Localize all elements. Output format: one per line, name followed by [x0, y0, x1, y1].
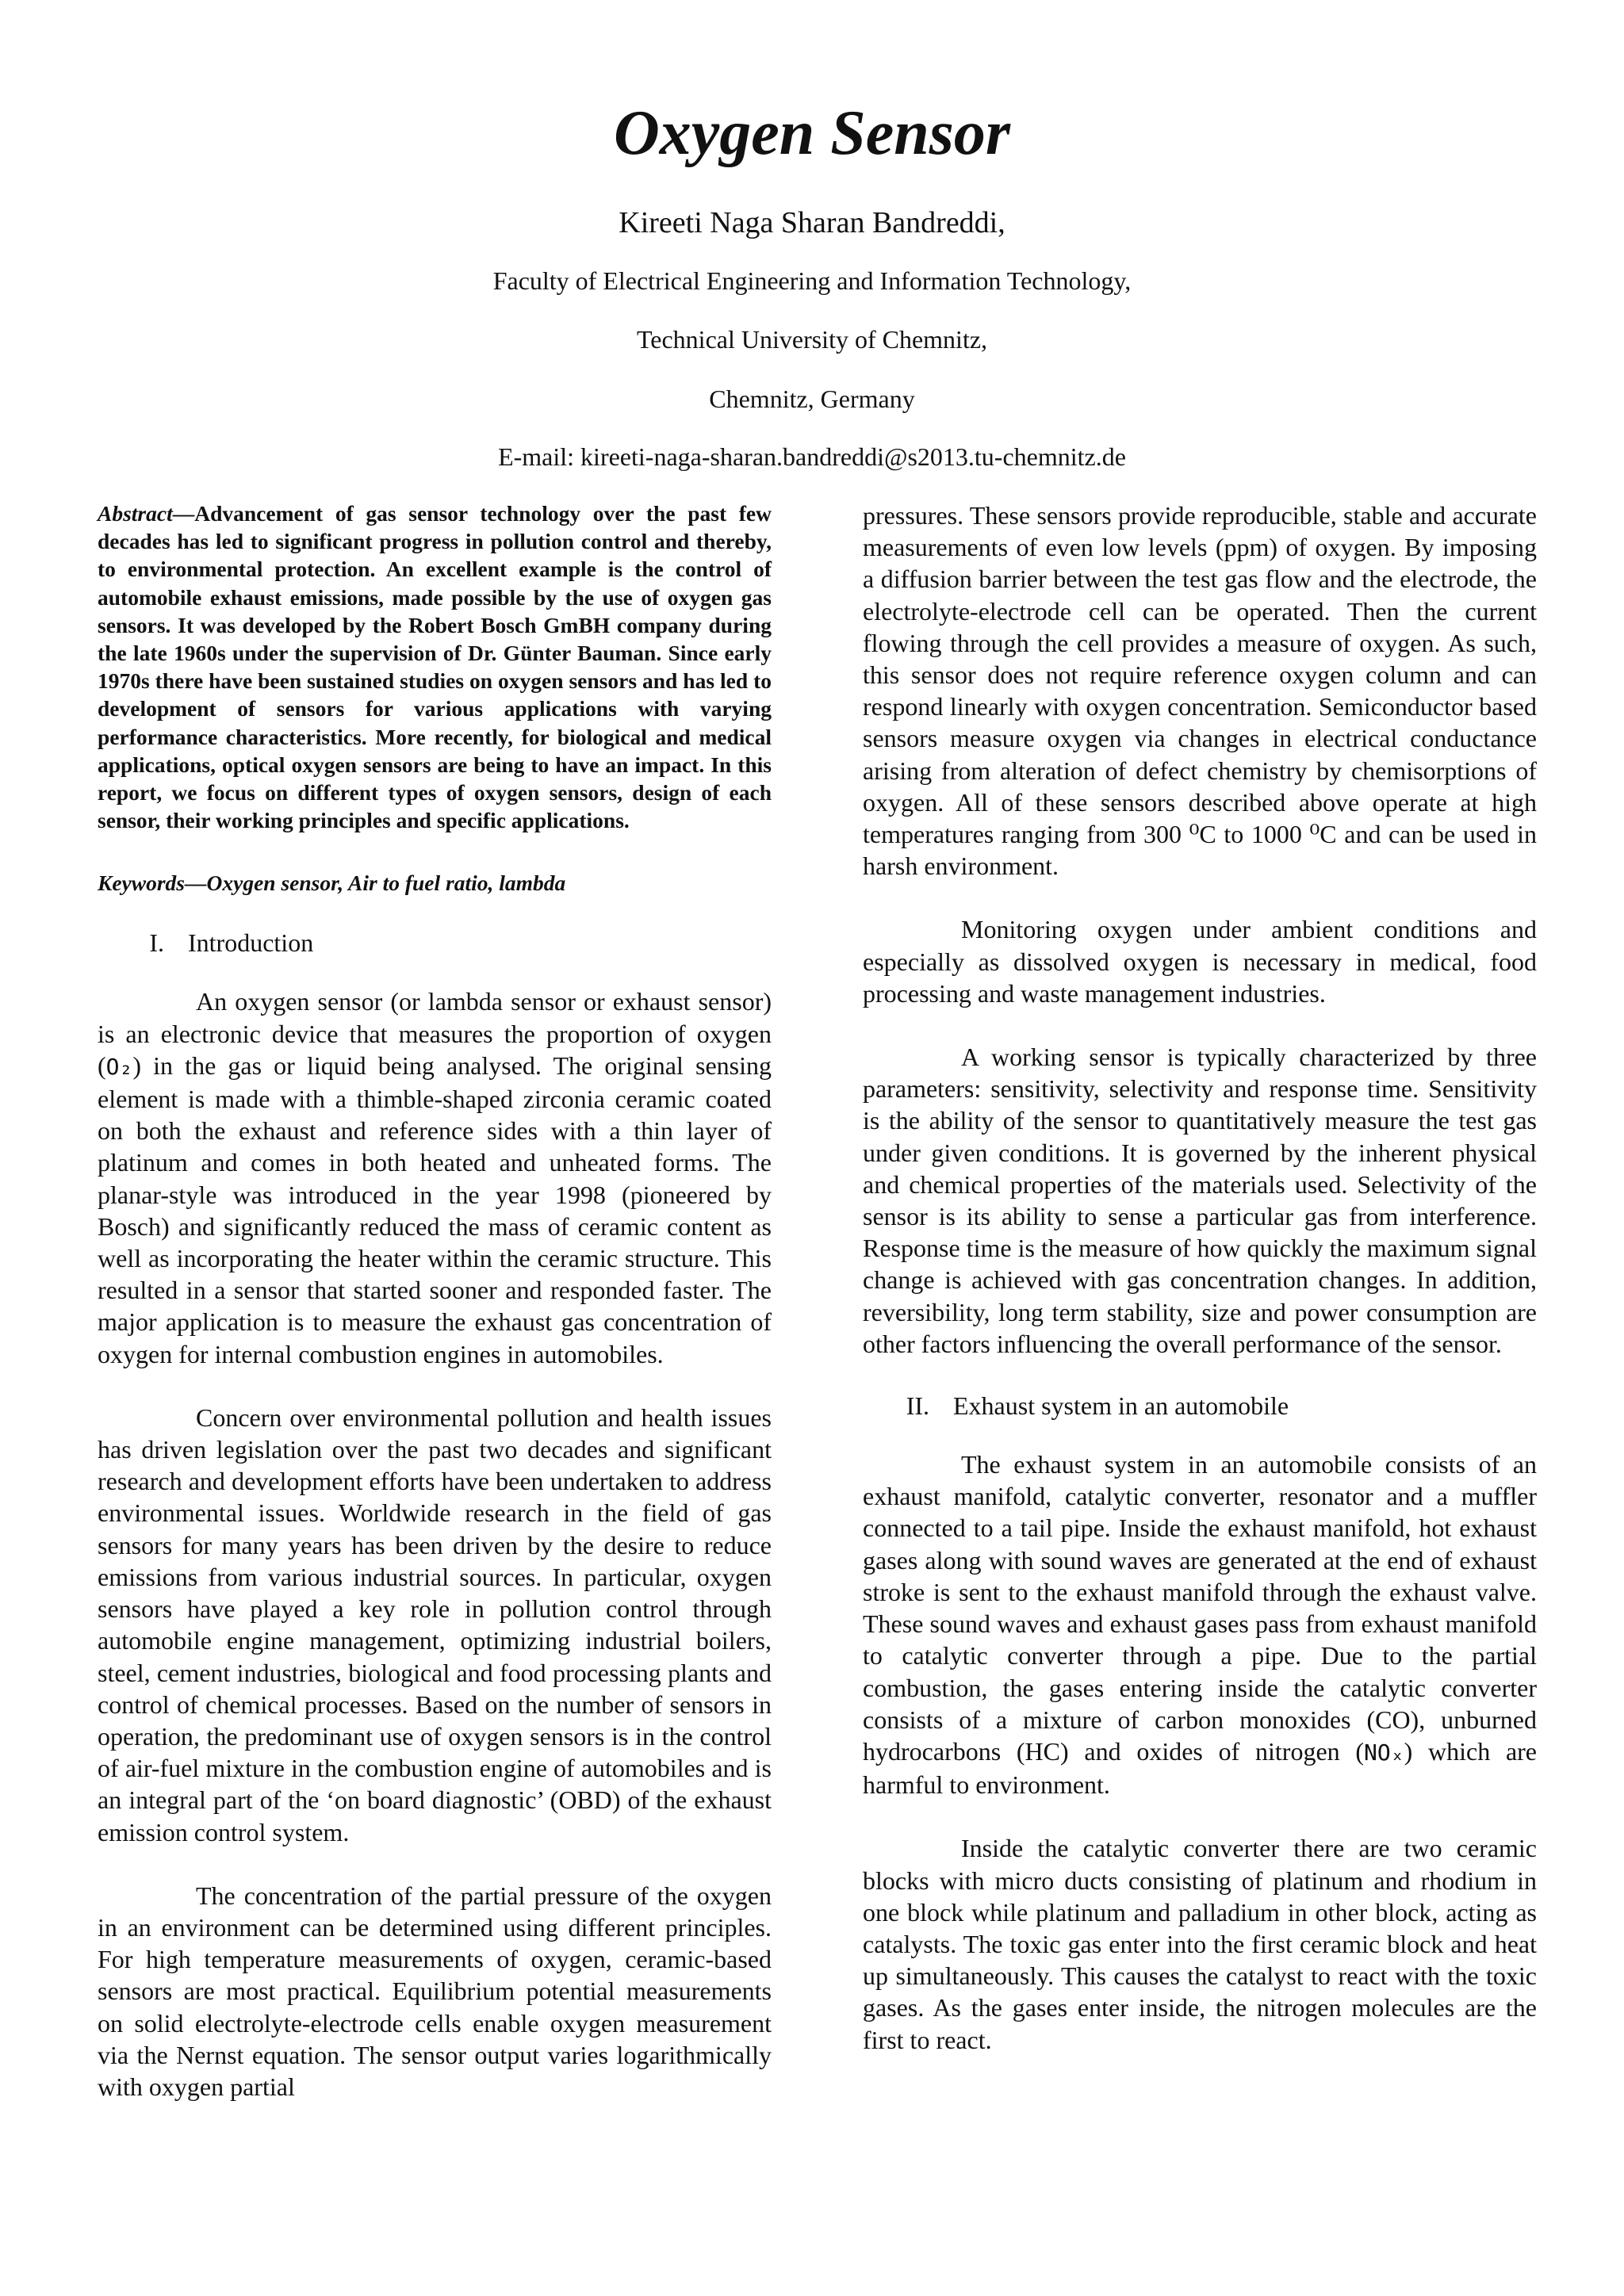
text-run: An oxygen sensor (or lambda sensor or exhaust sensor) is an electronic device that measures the proportion of oxygen (: [98, 987, 772, 1080]
section-number: I.: [149, 928, 164, 958]
affiliation-faculty: Faculty of Electrical Engineering and Information Technology,: [492, 266, 1132, 295]
intro-paragraph-4: Monitoring oxygen under ambient conditions and especially as dissolved oxygen is necessary in medical, food processing and waste management industries.: [863, 915, 1537, 1008]
intro-paragraph-5: A working sensor is typically characterized by three parameters: sensitivity, selectivity and response time. Sensitivity is the ability of the sensor to quantitatively measure the test gas under given conditions. It is governed by the inherent physical and chemical properties of the materials used. Selectivity of the sensor is its ability to sense a particular gas from interference. Response time is the measure of how quickly the maximum signal change is achieved with gas concentration changes. In addition, reversibility, long term stability, size and power consumption are other factors influencing the overall performance of the sensor.: [863, 1043, 1537, 1358]
exhaust-paragraph-2: Inside the catalytic converter there are two ceramic blocks with micro ducts consisting of platinum and rhodium in one block while platinum and palladium in other block, acting as catalysts. The toxic gas enter into the first ceramic block and heat up simultaneously. This causes the catalyst to react with the toxic gases. As the gases enter inside, the nitrogen molecules are the first to react.: [863, 1834, 1537, 2054]
section-heading-introduction: [98, 927, 772, 959]
section-number: II.: [906, 1391, 929, 1421]
text-run: ) which are harmful to environment.: [863, 1736, 1538, 1800]
section-title: Introduction: [188, 928, 314, 958]
abstract-dash: —: [172, 501, 195, 526]
intro-paragraph-1: [98, 985, 772, 1369]
left-column: [98, 499, 772, 2103]
author-email: E-mail: kireeti-naga-sharan.bandreddi@s2013.tu-chemnitz.de: [498, 442, 1126, 471]
text-run: ) in the gas or liquid being analysed. The original sensing element is made with a thimble-shaped zirconia ceramic coated on both the exhaust and reference sides with a thin layer of platinum and comes in both heated and unheated forms. The planar-style was introduced in the year 1998 (pioneered by Bosch) and significantly reduced the mass of ceramic content as well as incorporating the heater within the ceramic structure. This resulted in a sensor that started sooner and responded faster. The major application is to measure the exhaust gas concentration of oxygen for internal combustion engines in automobiles.: [98, 1050, 772, 1368]
paper-title: Oxygen Sensor: [613, 98, 1011, 168]
intro-paragraph-3: The concentration of the partial pressure of the oxygen in an environment can be determined using different principles. For high temperature measurements of oxygen, ceramic-based sensors are most practical. Equilibrium potential measurements on solid electrolyte-electrode cells enable oxygen measurement via the Nernst equation. The sensor output varies logarithmically with oxygen partial: [98, 1881, 772, 2101]
right-column: [863, 499, 1537, 2056]
intro-paragraph-3-continued: pressures. These sensors provide reproducible, stable and accurate measurements of even low levels (ppm) of oxygen. By imposing a diffusion barrier between the test gas flow and the electrode, the electrolyte-electrode cell can be operated. Then the current flowing through the cell provides a measure of oxygen. As such, this sensor does not require reference oxygen column and can respond linearly with oxygen concentration. Semiconductor based sensors measure oxygen via changes in electrical conductance arising from alteration of defect chemistry by chemisorptions of oxygen. All of these sensors described above operate at high temperatures ranging from 300 ⁰C to 1000 ⁰C and can be used in harsh environment.: [863, 501, 1537, 881]
intro-paragraph-2: Concern over environmental pollution and health issues has driven legislation over the past two decades and significant research and development efforts have been undertaken to address environmental issues. Worldwide research in the field of gas sensors for many years has been driven by the desire to reduce emissions from various industrial sources. In particular, oxygen sensors have played a key role in pollution control through automobile engine management, optimizing industrial boilers, steel, cement industries, biological and food processing plants and control of chemical processes. Based on the number of sensors in operation, the predominant use of oxygen sensors is in the control of air-fuel mixture in the combustion engine of automobiles and is an integral part of the ‘on board diagnostic’ (OBD) of the exhaust emission control system.: [98, 1402, 772, 1846]
chemical-formula-o2: O₂: [105, 1053, 133, 1080]
keywords: Keywords—Oxygen sensor, Air to fuel ratio, lambda: [98, 871, 566, 896]
section-title: Exhaust system in an automobile: [953, 1391, 1289, 1421]
affiliation-university: Technical University of Chemnitz,: [636, 325, 988, 354]
abstract-lead: Abstract: [98, 501, 173, 526]
section-heading-exhaust-system: [863, 1390, 1537, 1422]
abstract: [98, 499, 772, 834]
text-run: The exhaust system in an automobile consists of an exhaust manifold, catalytic converter, resonator and a muffler connected to a tail pipe. Inside the exhaust manifold, hot exhaust gases along with sound waves are generated at the end of exhaust stroke is sent to the exhaust manifold through the exhaust valve. These sound waves and exhaust gases pass from exhaust manifold to catalytic converter through a pipe. Due to the partial combustion, the gases entering inside the catalytic converter consists of a mixture of carbon monoxides (CO), unburned hydrocarbons (HC) and oxides of nitrogen (: [863, 1450, 1537, 1766]
affiliation-location: Chemnitz, Germany: [709, 385, 915, 413]
chemical-formula-nox: NOₓ: [1364, 1739, 1404, 1766]
abstract-text: Advancement of gas sensor technology over the past few decades has led to significant progress in pollution control and thereby, to environmental protection. An excellent example is the control of automobile exhaust emissions, made possible by the use of oxygen gas sensors. It was developed by the Robert Bosch GmBH company during the late 1960s under the supervision of Dr. Günter Bauman. Since early 1970s there have been sustained studies on oxygen sensors and has led to development of sensors for various applications with varying performance characteristics. More recently, for biological and medical applications, optical oxygen sensors are being to have an impact. In this report, we focus on different types of oxygen sensors, design of each sensor, their working principles and specific applications.: [98, 501, 772, 833]
author-name: Kireeti Naga Sharan Bandreddi,: [619, 206, 1005, 239]
exhaust-paragraph-1: [863, 1448, 1537, 1800]
